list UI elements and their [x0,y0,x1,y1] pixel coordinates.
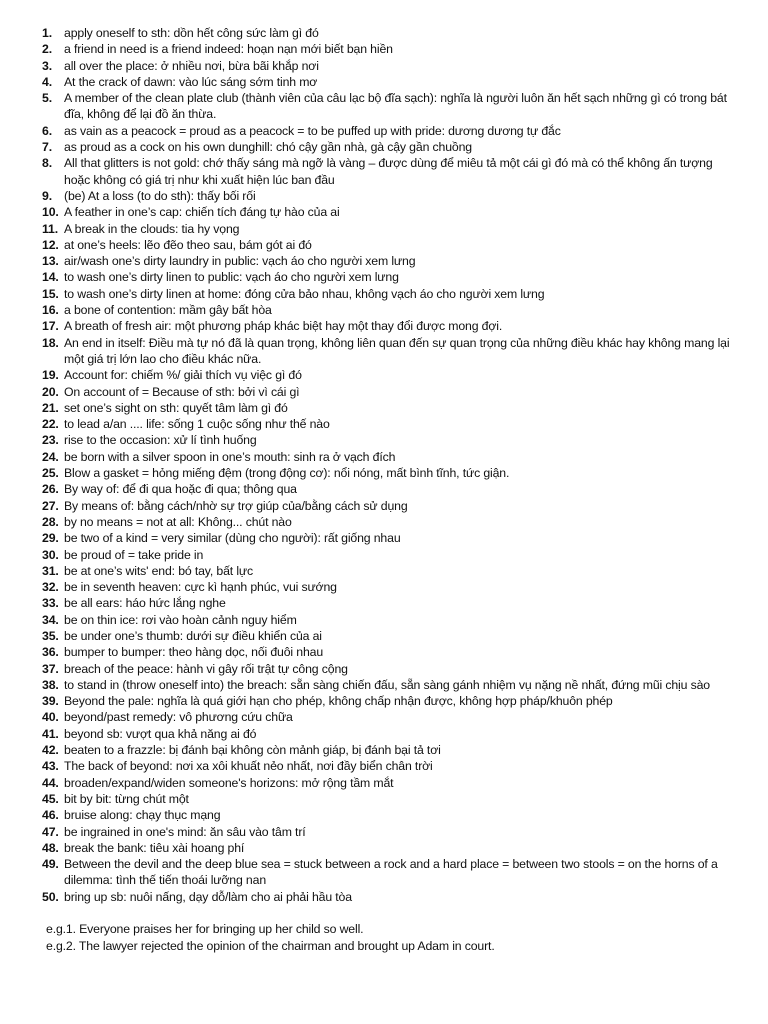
idiom-text: to stand in (throw oneself into) the breach: sẵn sàng chiến đấu, sẵn sàng gánh nhiệm vụ nặng nề nhất, đứng mũi chịu sào [64,677,710,692]
idiom-text: apply oneself to sth: dồn hết công sức làm gì đó [64,26,319,40]
idiom-text: A member of the clean plate club (thành viên của câu lạc bộ đĩa sạch): nghĩa là người luôn ăn hết sạch những gì có trong bát đĩa, không để lại đồ ăn thừa. [64,91,727,122]
idiom-item [44,693,748,709]
idiom-number: 22. [42,417,59,432]
idiom-number: 12. [42,237,59,252]
idiom-text: All that glitters is not gold: chớ thấy sáng mà ngỡ là vàng – được dùng để miêu tả một cái gì đó mà có thể không ấn tượng hoặc không có giá trị như khi xuất hiện lúc ban đầu [64,156,713,187]
idiom-number: 4. [42,74,52,89]
idiom-text: By means of: bằng cách/nhờ sự trợ giúp của/bằng cách sử dụng [64,498,408,513]
idiom-number: 49. [42,857,59,872]
idiom-item [44,139,748,155]
idiom-number: 36. [42,645,59,660]
idiom-item [44,824,748,840]
idiom-number: 38. [42,677,59,692]
idiom-item [44,253,748,269]
idiom-item [44,155,748,188]
idiom-text: beyond/past remedy: vô phương cứu chữa [64,710,293,725]
idiom-number: 21. [42,400,59,415]
idiom-text: bumper to bumper: theo hàng dọc, nối đuôi nhau [64,645,324,660]
idiom-item [44,742,748,758]
idiom-number: 25. [42,466,59,481]
idiom-item [44,481,748,497]
idiom-item [44,791,748,807]
idiom-item [44,400,748,416]
idiom-number: 43. [42,759,59,774]
idiom-number: 20. [42,384,59,399]
idiom-text: beyond sb: vượt qua khả năng ai đó [64,726,257,741]
idiom-number: 1. [42,26,52,40]
idiom-text: bring up sb: nuôi nấng, dạy dỗ/làm cho ai phải hầu tòa [64,889,352,904]
idiom-number: 44. [42,775,59,790]
idiom-item [44,628,748,644]
idiom-text: Between the devil and the deep blue sea = stuck between a rock and a hard place = between two stools = on the horns of a dilemma: tình thế tiến thoái lưỡng nan [64,857,718,888]
idiom-number: 17. [42,319,59,334]
idiom-number: 2. [42,42,52,57]
idiom-number: 29. [42,531,59,546]
idiom-text: A breath of fresh air: một phương pháp khác biệt hay một thay đổi được mong đợi. [64,319,503,334]
idiom-item [44,432,748,448]
idiom-item [44,595,748,611]
idiom-number: 35. [42,628,59,643]
idiom-item [44,530,748,546]
idiom-item [44,726,748,742]
idiom-number: 9. [42,188,52,203]
idiom-text: bruise along: chạy thục mạng [64,808,221,823]
idiom-text: By way of: để đi qua hoặc đi qua; thông qua [64,482,297,497]
idiom-text: all over the place: ở nhiều nơi, bừa bãi khắp nơi [64,58,319,73]
idiom-text: broaden/expand/widen someone's horizons: mở rộng tầm mắt [64,775,394,790]
idiom-text: beaten to a frazzle: bị đánh bại không còn mảnh giáp, bị đánh bại tả tơi [64,743,441,758]
idiom-text: On account of = Because of sth: bởi vì cái gì [64,384,300,399]
idiom-number: 28. [42,514,59,529]
idiom-item [44,221,748,237]
idiom-item [44,188,748,204]
idiom-item [44,367,748,383]
idiom-item [44,498,748,514]
idiom-number: 37. [42,661,59,676]
idiom-text: An end in itself: Điều mà tự nó đã là quan trọng, không liên quan đến sự quan trọng của những điều khác hay không mang lại một giá trị lớn lao cho điều khác nữa. [64,335,730,366]
idiom-item [44,384,748,400]
idiom-text: air/wash one’s dirty laundry in public: vạch áo cho người xem lưng [64,254,416,269]
idiom-number: 31. [42,563,59,578]
idiom-number: 40. [42,710,59,725]
idiom-number: 14. [42,270,59,285]
idiom-number: 27. [42,498,59,513]
idiom-text: At the crack of dawn: vào lúc sáng sớm tinh mơ [64,74,318,89]
idiom-item [44,547,748,563]
idiom-text: be on thin ice: rơi vào hoàn cảnh nguy hiểm [64,612,297,627]
idiom-text: be two of a kind = very similar (dùng cho người): rất giống nhau [64,531,401,546]
idiom-number: 33. [42,596,59,611]
idiom-item [44,677,748,693]
idiom-item [44,90,748,123]
idiom-text: be all ears: háo hức lắng nghe [64,596,226,611]
idiom-item [44,661,748,677]
example-sentence: e.g.2. The lawyer rejected the opinion of the chairman and brought up Adam in court. [46,938,495,953]
idiom-text: be at one’s wits' end: bó tay, bất lực [64,563,253,578]
idiom-item [44,807,748,823]
idiom-list [44,25,748,905]
idiom-item [44,269,748,285]
idiom-number: 41. [42,726,59,741]
idiom-item [44,563,748,579]
example-list [46,921,748,954]
example-sentence: e.g.1. Everyone praises her for bringing up her child so well. [46,922,364,937]
idiom-item [44,25,748,41]
idiom-number: 48. [42,840,59,855]
idiom-number: 23. [42,433,59,448]
idiom-number: 46. [42,808,59,823]
idiom-number: 13. [42,254,59,269]
idiom-text: Account for: chiếm %/ giải thích vụ việc gì đó [64,368,302,383]
idiom-number: 42. [42,743,59,758]
idiom-text: Beyond the pale: nghĩa là quá giới hạn cho phép, không chấp nhận được, không hợp pháp/khuôn phép [64,694,613,709]
idiom-item [44,840,748,856]
idiom-number: 8. [42,156,52,171]
idiom-item [44,286,748,302]
idiom-text: by no means = not at all: Không... chút nào [64,514,292,529]
idiom-item [44,335,748,368]
idiom-text: be born with a silver spoon in one’s mouth: sinh ra ở vạch đích [64,449,396,464]
idiom-item [44,74,748,90]
idiom-item [44,465,748,481]
idiom-item [44,416,748,432]
idiom-text: be ingrained in one's mind: ăn sâu vào tâm trí [64,824,306,839]
idiom-item [44,612,748,628]
idiom-item [44,856,748,889]
idiom-text: be under one’s thumb: dưới sự điều khiển của ai [64,628,322,643]
idiom-item [44,758,748,774]
idiom-text: The back of beyond: nơi xa xôi khuất nẻo nhất, nơi đầy biển chân trời [64,759,433,774]
idiom-number: 47. [42,824,59,839]
idiom-number: 7. [42,140,52,155]
idiom-text: to lead a/an .... life: sống 1 cuộc sống như thế nào [64,417,330,432]
idiom-number: 11. [42,221,58,236]
idiom-item [44,41,748,57]
idiom-text: bit by bit: từng chút một [64,791,189,806]
idiom-number: 39. [42,694,59,709]
idiom-text: rise to the occasion: xử lí tình huống [64,433,257,448]
idiom-text: Blow a gasket = hỏng miếng đệm (trong động cơ): nổi nóng, mất bình tĩnh, tức giận. [64,466,510,481]
idiom-number: 30. [42,547,59,562]
idiom-number: 32. [42,580,59,595]
idiom-item [44,449,748,465]
idiom-item [44,123,748,139]
idiom-number: 34. [42,612,59,627]
idiom-text: at one’s heels: lẽo đẽo theo sau, bám gót ai đó [64,237,312,252]
idiom-number: 3. [42,58,52,73]
idiom-text: be proud of = take pride in [64,547,204,562]
idiom-item [44,889,748,905]
idiom-text: A feather in one’s cap: chiến tích đáng tự hào của ai [64,205,340,220]
idiom-number: 50. [42,889,59,904]
idiom-text: (be) At a loss (to do sth): thấy bối rối [64,188,256,203]
idiom-item [44,709,748,725]
idiom-number: 18. [42,335,59,350]
idiom-text: as proud as a cock on his own dunghill: chó cậy gần nhà, gà cậy gần chuồng [64,140,472,155]
idiom-text: set one’s sight on sth: quyết tâm làm gì đó [64,400,288,415]
idiom-number: 15. [42,286,59,301]
idiom-text: a friend in need is a friend indeed: hoạn nạn mới biết bạn hiền [64,42,393,57]
idiom-item [44,58,748,74]
idiom-item [44,237,748,253]
idiom-text: be in seventh heaven: cực kì hạnh phúc, vui sướng [64,580,337,595]
idiom-number: 16. [42,303,59,318]
idiom-item [44,644,748,660]
idiom-item [44,514,748,530]
idiom-number: 24. [42,449,59,464]
idiom-text: a bone of contention: mầm gây bất hòa [64,303,272,318]
idiom-item [44,318,748,334]
idiom-text: to wash one’s dirty linen to public: vạch áo cho người xem lưng [64,270,399,285]
idiom-number: 26. [42,482,59,497]
idiom-text: breach of the peace: hành vi gây rối trật tự công cộng [64,661,348,676]
idiom-text: to wash one’s dirty linen at home: đóng cửa bảo nhau, không vạch áo cho người xem lưng [64,286,545,301]
idiom-text: as vain as a peacock = proud as a peacock = to be puffed up with pride: dương dương tự đắc [64,123,561,138]
idiom-number: 6. [42,123,52,138]
idiom-item [44,204,748,220]
idiom-number: 5. [42,91,52,106]
idiom-item [44,579,748,595]
idiom-item [44,775,748,791]
idiom-text: A break in the clouds: tia hy vọng [64,221,240,236]
idiom-number: 19. [42,368,59,383]
idiom-text: break the bank: tiêu xài hoang phí [64,840,245,855]
idiom-number: 45. [42,791,59,806]
idiom-item [44,302,748,318]
idiom-number: 10. [42,205,59,220]
